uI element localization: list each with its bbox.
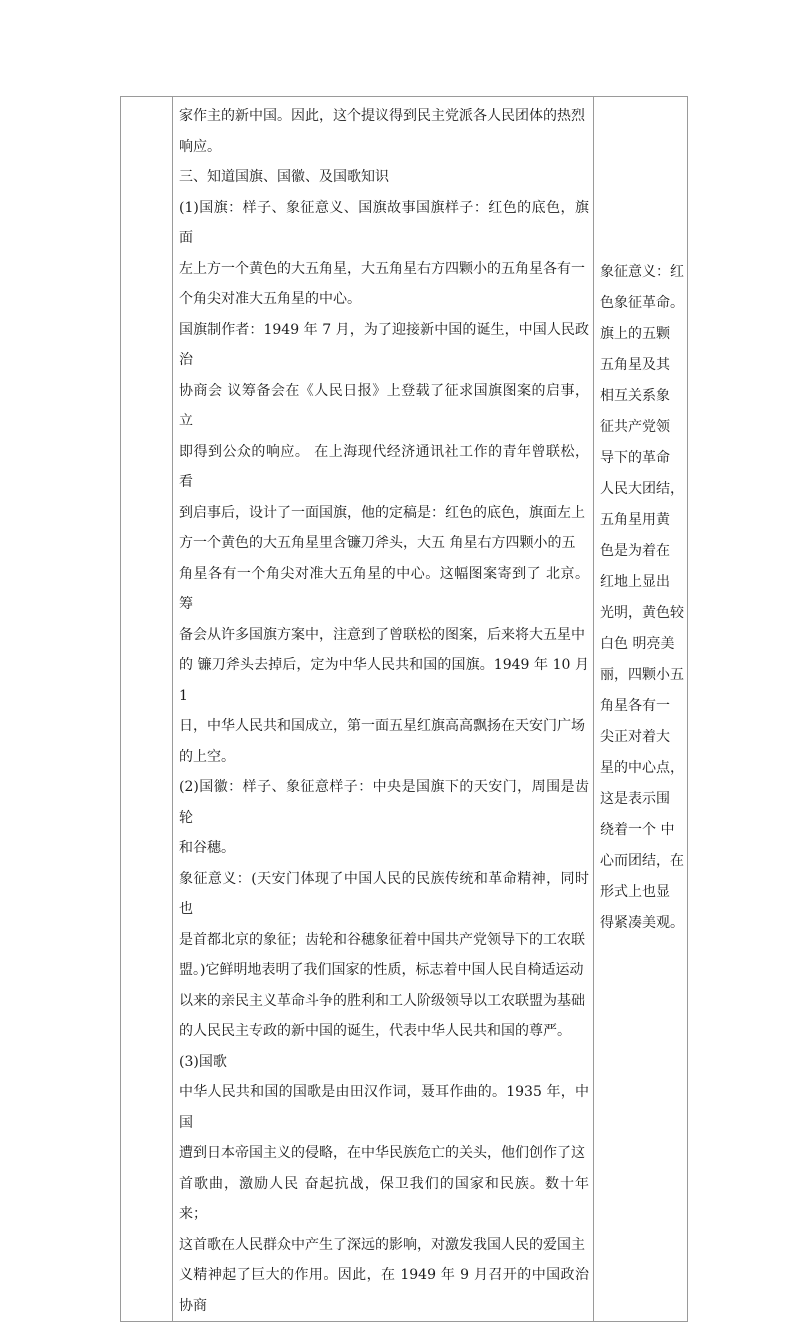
main-text-line: 义精神起了巨大的作用。因此，在 1949 年 9 月召开的中国政治协商 <box>179 1267 589 1314</box>
side-note-line: 旗上的五颗 <box>600 326 670 342</box>
main-text-line: 的人民民主专政的新中国的诞生，代表中华人民共和国的尊严。 <box>179 1023 571 1039</box>
main-text-line: 备会从许多国旗方案中，注意到了曾联松的图案，后来将大五星中 <box>179 626 585 643</box>
main-text-line: 个角尖对准大五角星的中心。 <box>179 291 361 307</box>
side-note-line: 象征意义：红 <box>600 264 684 280</box>
side-note-line: 星的中心点， <box>600 760 684 776</box>
main-text-line: (3)国歌 <box>179 1053 227 1070</box>
side-note-line: 丽，四颗小五 <box>600 667 684 683</box>
main-text-line: 国旗制作者：1949 年 7 月，为了迎接新中国的诞生，中国人民政治 <box>179 321 589 368</box>
side-note-line: 角星各有一 <box>600 698 670 714</box>
main-text-line: 遭到日本帝国主义的侵略，在中华民族危亡的关头，他们创作了这 <box>179 1145 585 1161</box>
main-text-line: 的上空。 <box>179 748 235 765</box>
main-text-line: 盟。)它鲜明地表明了我们国家的性质，标志着中国人民自椅适运动 <box>179 962 584 978</box>
main-text-line: 的 镰刀斧头去掉后，定为中华人民共和国的国旗。1949 年 10 月 1 <box>179 657 589 704</box>
main-text-line: 三、知道国旗、国徽、及国歌知识 <box>179 169 389 185</box>
side-note-line: 五角星用黄 <box>600 512 670 528</box>
side-note-line: 色是为着在 <box>600 543 670 559</box>
side-note-line: 人民大团结， <box>600 481 684 497</box>
main-text-line: 日，中华人民共和国成立，第一面五星红旗高高飘扬在天安门广场 <box>179 718 585 734</box>
side-note-text <box>594 97 687 939</box>
side-note-line: 导下的革命 <box>600 450 670 466</box>
main-text-line: 和谷穗。 <box>179 840 235 856</box>
side-note-line: 征共产党领 <box>600 419 670 435</box>
main-text-line: 中华人民共和国的国歌是由田汉作词，聂耳作曲的。1935 年，中国 <box>179 1084 589 1131</box>
main-text-line: 方一个黄色的大五角星里含镰刀斧头，大五 角星右方四颗小的五 <box>179 535 576 551</box>
main-content-cell <box>173 97 594 1322</box>
side-note-line: 色象征革命。 <box>600 295 684 311</box>
side-note-line: 白色 明亮美 <box>600 636 675 652</box>
main-text-line: 是首都北京的象征；齿轮和谷穗象征着中国共产党领导下的工农联 <box>179 931 585 948</box>
main-text-line: 这首歌在人民群众中产生了深远的影响，对激发我国人民的爱国主 <box>179 1236 585 1253</box>
side-note-line: 光明，黄色较 <box>600 605 684 621</box>
main-text-line: 协商会 议筹备会在《人民日报》上登载了征求国旗图案的启事，立 <box>179 382 589 429</box>
side-note-line: 红地上显出 <box>600 574 670 590</box>
table-row <box>121 97 688 1322</box>
side-note-line: 绕着一个 中 <box>600 822 675 838</box>
side-note-line: 得紧凑美观。 <box>600 915 684 931</box>
main-text-line: 响应。 <box>179 138 221 155</box>
main-text-line: 以来的亲民主义革命斗争的胜利和工人阶级领导以工农联盟为基础 <box>179 992 585 1009</box>
main-text-line: 首歌曲，激励人民 奋起抗战，保卫我们的国家和民族。数十年来； <box>179 1175 589 1222</box>
main-text-line: 角星各有一个角尖对准大五角星的中心。这幅图案寄到了 北京。筹 <box>179 565 589 612</box>
side-note-line: 心而团结，在 <box>600 853 684 869</box>
main-text-line: 即得到公众的响应。 在上海现代经济通讯社工作的青年曾联松，看 <box>179 443 589 490</box>
main-text-line: (1)国旗：样子、象征意义、国旗故事国旗样子：红色的底色，旗面 <box>179 199 589 246</box>
main-text-line: 象征意义：(天安门体现了中国人民的民族传统和革命精神，同时也 <box>179 870 589 917</box>
side-note-line: 这是表示围 <box>600 791 670 807</box>
side-note-line: 尖正对着大 <box>600 729 670 745</box>
lesson-table <box>120 96 688 1322</box>
side-note-line: 相互关系象 <box>600 388 670 404</box>
side-note-line: 五角星及其 <box>600 357 670 373</box>
blank-left-cell <box>121 97 173 1322</box>
main-text-line: 到启事后，设计了一面国旗，他的定稿是：红色的底色，旗面左上 <box>179 504 585 521</box>
main-text-line: (2)国徽：样子、象征意样子：中央是国旗下的天安门，周围是齿轮 <box>179 779 589 826</box>
side-note-line: 形式上也显 <box>600 884 670 900</box>
main-text-line: 家作主的新中国。因此，这个提议得到民主党派各人民团体的热烈 <box>179 108 585 124</box>
main-content-text <box>173 97 593 1321</box>
side-note-cell <box>594 97 688 1322</box>
main-text-line: 左上方一个黄色的大五角星，大五角星右方四颗小的五角星各有一 <box>179 260 585 277</box>
